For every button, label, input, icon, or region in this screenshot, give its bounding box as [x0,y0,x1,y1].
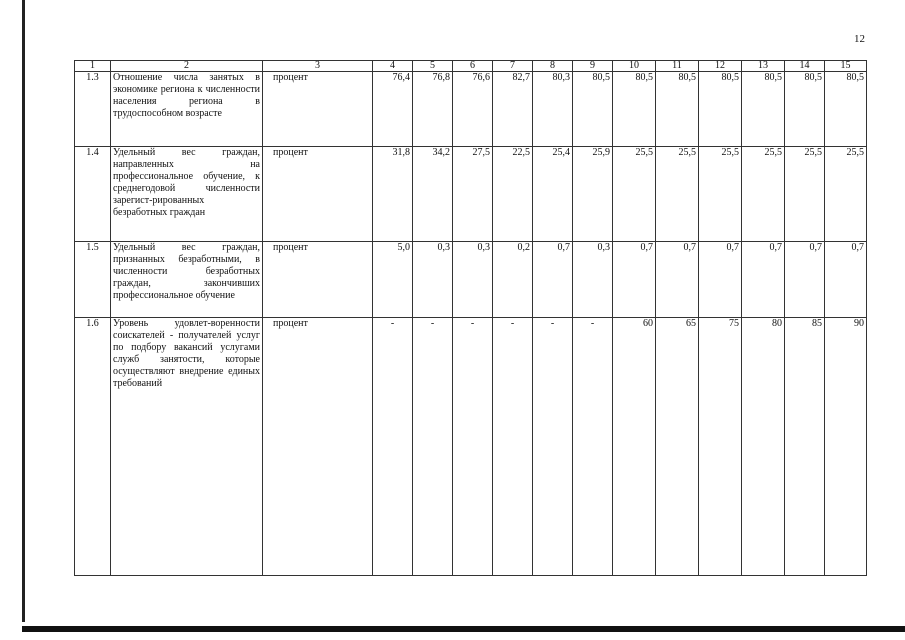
row-unit: процент [263,147,373,242]
column-number: 14 [785,61,825,72]
table-row [75,242,867,318]
indicator-table [74,60,867,576]
row-code: 1.5 [75,242,111,318]
value-cell: 80,5 [825,72,867,147]
table-row [75,318,867,576]
value-cell: 25,5 [613,147,656,242]
column-number: 13 [742,61,785,72]
value-cell: - [493,318,533,576]
value-cell: 27,5 [453,147,493,242]
row-code: 1.6 [75,318,111,576]
value-cell: 25,9 [573,147,613,242]
value-cell: 60 [613,318,656,576]
value-cell: 80,3 [533,72,573,147]
value-cell: 25,5 [785,147,825,242]
value-cell: 82,7 [493,72,533,147]
left-margin-rule [22,0,25,622]
value-cell: 0,7 [699,242,742,318]
column-number: 11 [656,61,699,72]
column-number: 2 [111,61,263,72]
column-number: 3 [263,61,373,72]
value-cell: 0,7 [656,242,699,318]
row-unit: процент [263,242,373,318]
value-cell: - [533,318,573,576]
column-number: 9 [573,61,613,72]
value-cell: 0,7 [785,242,825,318]
value-cell: 25,5 [742,147,785,242]
column-number: 4 [373,61,413,72]
column-number: 7 [493,61,533,72]
value-cell: 0,7 [613,242,656,318]
row-code: 1.4 [75,147,111,242]
value-cell: 0,7 [533,242,573,318]
row-code: 1.3 [75,72,111,147]
value-cell: 0,7 [825,242,867,318]
value-cell: 80,5 [656,72,699,147]
column-number: 8 [533,61,573,72]
value-cell: 80,5 [613,72,656,147]
row-unit: процент [263,72,373,147]
value-cell: 0,3 [413,242,453,318]
value-cell: 76,8 [413,72,453,147]
column-number: 15 [825,61,867,72]
bottom-scan-edge [22,626,905,632]
value-cell: 76,6 [453,72,493,147]
value-cell: - [573,318,613,576]
value-cell: - [373,318,413,576]
value-cell: - [453,318,493,576]
value-cell: 80,5 [699,72,742,147]
value-cell: 0,2 [493,242,533,318]
value-cell: 80,5 [573,72,613,147]
column-number: 1 [75,61,111,72]
row-description: Отношение числа занятых в экономике региона к численности населения региона в трудоспособном возрасте [111,72,263,147]
value-cell: - [413,318,453,576]
row-unit: процент [263,318,373,576]
value-cell: 34,2 [413,147,453,242]
value-cell: 0,3 [573,242,613,318]
value-cell: 85 [785,318,825,576]
row-description: Уровень удовлет-воренности соискателей - получателей услуг по подбору вакансий услугами служб занятости, которые осуществляют внедрение единых требований [111,318,263,576]
row-description: Удельный вес граждан, направленных на профессиональное обучение, к среднегодовой численности зарегист-рированных безработных граждан [111,147,263,242]
column-number-row [75,61,867,72]
value-cell: 75 [699,318,742,576]
value-cell: 80 [742,318,785,576]
value-cell: 90 [825,318,867,576]
value-cell: 80,5 [785,72,825,147]
column-number: 12 [699,61,742,72]
value-cell: 25,4 [533,147,573,242]
table-row [75,72,867,147]
value-cell: 80,5 [742,72,785,147]
value-cell: 76,4 [373,72,413,147]
value-cell: 25,5 [656,147,699,242]
column-number: 5 [413,61,453,72]
value-cell: 25,5 [699,147,742,242]
value-cell: 5,0 [373,242,413,318]
table-row [75,147,867,242]
value-cell: 22,5 [493,147,533,242]
value-cell: 0,3 [453,242,493,318]
column-number: 10 [613,61,656,72]
value-cell: 65 [656,318,699,576]
value-cell: 25,5 [825,147,867,242]
row-description: Удельный вес граждан, признанных безработными, в численности безработных граждан, закончивших профессиональное обучение [111,242,263,318]
value-cell: 31,8 [373,147,413,242]
value-cell: 0,7 [742,242,785,318]
page-number: 12 [854,33,865,45]
column-number: 6 [453,61,493,72]
